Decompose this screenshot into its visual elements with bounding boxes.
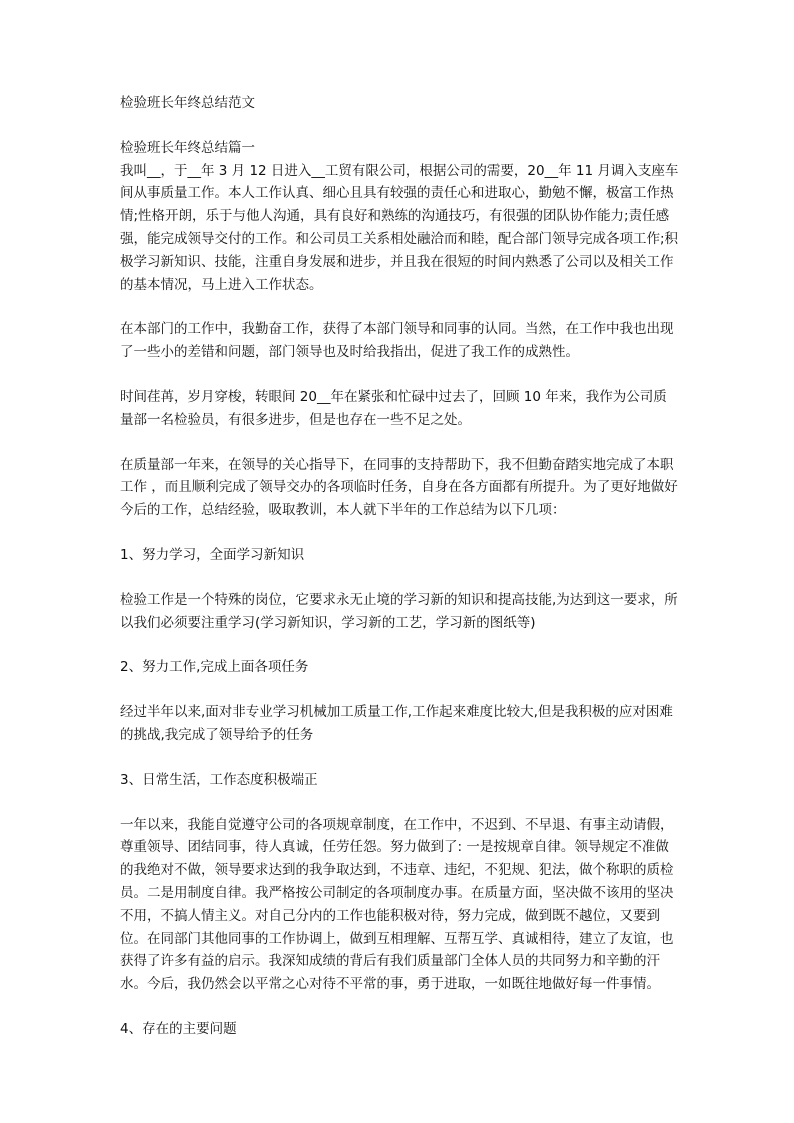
section-body-3: 一年以来，我能自觉遵守公司的各项规章制度，在工作中，不迟到、不早退、有事主动请假，尊重领导、团结同事，待人真诚，任劳任怨。努力做到了: 一是按规章自律。领导规定不准做的我绝对不做，领导要求达到的我争取达到，不违章、违纪，不犯规、犯法，做个称职的质检员。二是用制度自律。我严格按公司制定的各项制度办事。在质量方面，坚决做不该用的坚决不用，不搞人情主义。对自己分内的工作也能积极对待，努力完成，做到既不越位，又要到位。在同部门其他同事的工作协调上，做到互相理解、互帮互学、真诚相待，建立了友谊，也获得了许多有益的启示。我深知成绩的背后有我们质量部门全体人员的共同努力和辛勤的汗水。今后，我仍然会以平常之心对待不平常的事，勇于进取，一如既往地做好每一件事情。 [120,816,674,993]
section-heading-3: 3、日常生活，工作态度积极端正 [120,771,318,788]
intro-paragraph-1: 我叫__，于__年 3 月 12 日进入__工贸有限公司，根据公司的需要，20__年 11 月调入支座车间从事质量工作。本人工作认真、细心且具有较强的责任心和进取心，勤勉不懈，极富工作热情;性格开朗，乐于与他人沟通，具有良好和熟练的沟通技巧，有很强的团队协作能力;责任感强，能完成领导交付的工作。和公司员工关系相处融洽而和睦，配合部门领导完成各项工作;积极学习新知识、技能，注重自身发展和进步，并且我在很短的时间内熟悉了公司以及相关工作的基本情况，马上进入工作状态。 [120,162,679,293]
document-subtitle: 检验班长年终总结篇一 [120,139,255,156]
document-page [120,92,680,1041]
intro-paragraph-2: 在本部门的工作中，我勤奋工作，获得了本部门领导和同事的认同。当然，在工作中我也出现了一些小的差错和问题，部门领导也及时给我指出，促进了我工作的成熟性。 [120,321,674,361]
section-heading-1: 1、努力学习，全面学习新知识 [120,546,305,563]
section-heading-2: 2、努力工作,完成上面各项任务 [120,659,309,676]
section-body-1: 检验工作是一个特殊的岗位，它要求永无止境的学习新的知识和提高技能,为达到这一要求，所以我们必须要注重学习(学习新知识，学习新的工艺，学习新的图纸等) [120,591,678,631]
section-body-2: 经过半年以来,面对非专业学习机械加工质量工作,工作起来难度比较大,但是我积极的应对困难的挑战,我完成了领导给予的任务 [120,704,673,743]
intro-paragraph-4: 在质量部一年来，在领导的关心指导下，在同事的支持帮助下，我不但勤奋踏实地完成了本职工作 ，而且顺利完成了领导交办的各项临时任务，自身在各方面都有所提升。为了更好地做好今后的工作，总结经验，吸取教训，本人就下半年的工作总结为以下几项： [120,456,678,519]
intro-paragraph-3: 时间荏苒，岁月穿梭，转眼间 20__年在紧张和忙碌中过去了，回顾 10 年来，我作为公司质量部一名检验员，有很多进步，但是也存在一些不足之处。 [120,388,667,428]
section-heading-4: 4、存在的主要问题 [120,1020,237,1037]
document-title: 检验班长年终总结范文 [120,95,255,111]
